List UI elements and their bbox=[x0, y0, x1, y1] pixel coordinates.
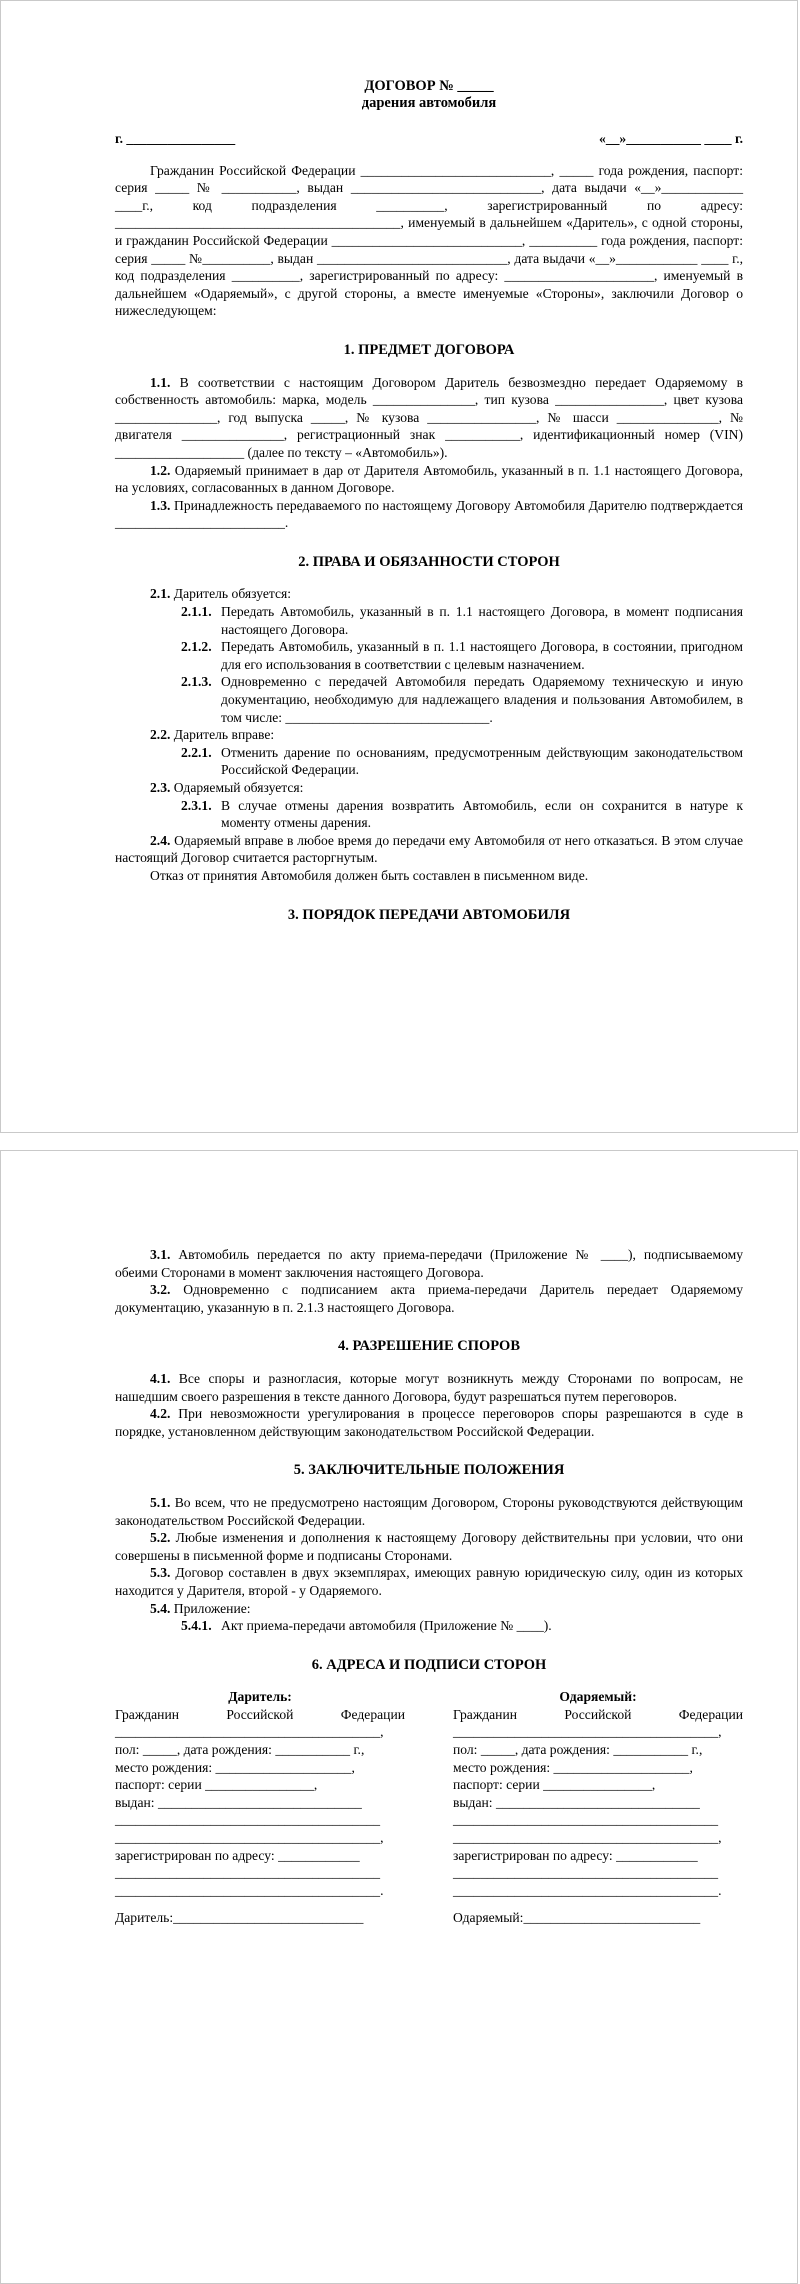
clause-number: 2.2. bbox=[150, 727, 171, 743]
donor-line: место рождения: ____________________, bbox=[115, 1759, 355, 1775]
preamble: Гражданин Российской Федерации ____________________________, _____ года рождения, паспорт: серия _____ № ___________, выдан ____________________________, дата выдачи «__»____________ ____г., код подразделения __________, зарегистрированный по адресу: __________________________________________, именуемый в дальнейшем «Даритель», с одной стороны, и гражданин Российской Федерации ____________________________, __________ года рождения, паспорт: серия _____ №__________, выдан ____________________________, дата выдачи «__»____________ ____ г., код подразделения __________, зарегистрированный по адресу: ______________________, именуемый в дальнейшем «Одаряемый», с другой стороны, а вместе именуемые «Стороны», заключили Договор о нижеследующем: bbox=[115, 162, 743, 319]
donor-citizenship: Гражданин Российской Федерации bbox=[115, 1706, 405, 1722]
clause-2-4-note: Отказ от принятия Автомобиля должен быть составлен в письменном виде. bbox=[150, 867, 589, 883]
signatures-block bbox=[115, 1688, 743, 1927]
clause-text: Передать Автомобиль, указанный в п. 1.1 настоящего Договора, в момент подписания настоящего Договора. bbox=[221, 604, 743, 637]
clause-text: Одновременно с передачей Автомобиля передать Одаряемому техническую и иную документацию, необходимую для надлежащего владения и пользования Автомобилем, в том числе: ______________________________. bbox=[221, 674, 743, 725]
donor-line: пол: _____, дата рождения: ___________ г., bbox=[115, 1742, 365, 1758]
clause-1-2 bbox=[115, 462, 743, 497]
clause-text: Все споры и разногласия, которые могут возникнуть между Сторонами по вопросам, не нашедшим своего разрешения в тексте данного Договора, будут разрешаться путем переговоров. bbox=[115, 1370, 743, 1404]
clause-2-3 bbox=[115, 779, 743, 797]
clause-5-4 bbox=[115, 1600, 743, 1618]
donor-line: выдан: ______________________________ bbox=[115, 1794, 362, 1810]
clause-text: Отменить дарение по основаниям, предусмотренным действующим законодательством Российской Федерации. bbox=[221, 744, 743, 778]
clause-5-3 bbox=[115, 1564, 743, 1599]
clause-text: Одаряемый обязуется: bbox=[173, 780, 304, 795]
clause-number: 1.3. bbox=[150, 497, 171, 513]
clause-3-1 bbox=[115, 1246, 743, 1281]
donor-line: _______________________________________. bbox=[115, 1882, 384, 1898]
clause-text: Одаряемый вправе в любое время до передачи ему Автомобиля от него отказаться. В этом случае настоящий Договор считается расторгнутым. bbox=[115, 832, 744, 866]
clause-2-2 bbox=[115, 726, 743, 744]
clause-4-1 bbox=[115, 1370, 743, 1405]
recipient-line: _______________________________________, bbox=[453, 1830, 722, 1846]
clause-text: Принадлежность передаваемого по настоящему Договору Автомобиля Дарителю подтверждается _________________________. bbox=[115, 497, 743, 531]
donor-signature: Даритель:____________________________ bbox=[115, 1910, 364, 1926]
section-5-heading: 5. ЗАКЛЮЧИТЕЛЬНЫЕ ПОЛОЖЕНИЯ bbox=[293, 1462, 565, 1479]
clause-number: 2.2.1. bbox=[181, 744, 212, 760]
clause-text: При невозможности урегулирования в процессе переговоров споры разрешаются в суде в порядке, установленном действующим законодательством Российской Федерации. bbox=[115, 1406, 744, 1439]
clause-number: 2.4. bbox=[150, 832, 171, 848]
document-subtitle: дарения автомобиля bbox=[361, 95, 497, 111]
clause-number: 5.4. bbox=[150, 1600, 171, 1616]
donor-line: зарегистрирован по адресу: ____________ bbox=[115, 1847, 360, 1863]
clause-2-1-3 bbox=[115, 673, 743, 726]
clause-text: Любые изменения и дополнения к настоящему Договору действительны при условии, что они совершены в письменной форме и подписаны Сторонами. bbox=[115, 1530, 743, 1563]
clause-4-2 bbox=[115, 1405, 743, 1440]
date-field: «__»___________ ____ г. bbox=[599, 131, 743, 146]
page-1-content bbox=[115, 78, 743, 938]
recipient-line: _______________________________________ bbox=[453, 1865, 719, 1881]
recipient-title: Одаряемый: bbox=[559, 1689, 637, 1705]
section-6-heading: 6. АДРЕСА И ПОДПИСИ СТОРОН bbox=[311, 1656, 547, 1673]
section-2-heading: 2. ПРАВА И ОБЯЗАННОСТИ СТОРОН bbox=[298, 553, 560, 570]
recipient-signature: Одаряемый:__________________________ bbox=[453, 1910, 701, 1926]
clause-number: 2.1. bbox=[150, 586, 171, 602]
clause-number: 2.3. bbox=[150, 780, 171, 795]
clause-text: Акт приема-передачи автомобиля (Приложение № ____). bbox=[221, 1618, 552, 1634]
donor-line: _______________________________________, bbox=[115, 1830, 384, 1846]
clause-number: 2.3.1. bbox=[181, 797, 212, 813]
donor-line: _______________________________________ bbox=[115, 1812, 381, 1828]
clause-5-2 bbox=[115, 1529, 743, 1564]
recipient-line: _______________________________________, bbox=[453, 1724, 722, 1740]
donor-line: паспорт: серии ________________, bbox=[115, 1777, 318, 1793]
clause-number: 2.1.2. bbox=[181, 639, 212, 655]
recipient-line: пол: _____, дата рождения: ___________ г., bbox=[453, 1742, 703, 1758]
clause-number: 5.4.1. bbox=[181, 1618, 212, 1634]
clause-number: 2.1.1. bbox=[181, 604, 212, 620]
clause-2-3-1 bbox=[115, 797, 743, 832]
clause-number: 2.1.3. bbox=[181, 674, 212, 690]
city-field: г. ________________ bbox=[115, 131, 236, 146]
recipient-line: _______________________________________ bbox=[453, 1812, 719, 1828]
clause-text: Договор составлен в двух экземплярах, имеющих равную юридическую силу, один из которых находится у Дарителя, второй - у Одаряемого. bbox=[115, 1565, 743, 1598]
clause-text: В соответствии с настоящим Договором Даритель безвозмездно передает Одаряемому в собственность автомобиль: марка, модель _______________, тип кузова ________________, цвет кузова _______________, год выпуска _____, № кузова ________________, № шасси _______________, № двигателя _______________, регистрационный знак ___________, идентификационный номер (VIN) ___________________ (далее по тексту – «Автомобиль»). bbox=[115, 374, 744, 460]
clause-1-3 bbox=[115, 497, 743, 532]
section-3-heading: 3. ПОРЯДОК ПЕРЕДАЧИ АВТОМОБИЛЯ bbox=[287, 906, 571, 923]
clause-2-1-2 bbox=[115, 638, 743, 673]
clause-2-4 bbox=[115, 832, 743, 867]
clause-text: Одновременно с подписанием акта приема-передачи Даритель передает Одаряемому документацию, указанную в п. 2.1.3 настоящего Договора. bbox=[115, 1282, 743, 1315]
clause-number: 5.2. bbox=[150, 1530, 171, 1546]
clause-text: Приложение: bbox=[173, 1600, 251, 1616]
clause-number: 3.2. bbox=[150, 1282, 171, 1298]
clause-1-1 bbox=[115, 374, 743, 462]
clause-number: 3.1. bbox=[150, 1247, 171, 1262]
clause-text: Передать Автомобиль, указанный в п. 1.1 настоящего Договора, в состоянии, пригодном для его использования в соответствии с целевым назначением. bbox=[221, 639, 743, 672]
recipient-citizenship: Гражданин Российской Федерации bbox=[453, 1706, 743, 1722]
city-date-row bbox=[115, 130, 743, 148]
clause-number: 1.1. bbox=[150, 374, 171, 390]
donor-column bbox=[115, 1688, 405, 1927]
recipient-line: выдан: ______________________________ bbox=[453, 1794, 700, 1810]
clause-number: 5.3. bbox=[150, 1565, 171, 1581]
donor-title: Даритель: bbox=[228, 1689, 292, 1705]
clause-2-2-1 bbox=[115, 744, 743, 779]
clause-2-1 bbox=[115, 585, 743, 603]
clause-text: Во всем, что не предусмотрено настоящим Договором, Стороны руководствуются действующим законодательством Российской Федерации. bbox=[115, 1494, 743, 1528]
clause-2-1-1 bbox=[115, 603, 743, 638]
page-2-content bbox=[115, 1246, 743, 1927]
clause-text: Автомобиль передается по акту приема-передачи (Приложение № ____), подписываемому обеими Сторонами в момент заключения настоящего Договора. bbox=[115, 1247, 743, 1280]
clause-number: 1.2. bbox=[150, 462, 171, 478]
clause-text: В случае отмены дарения возвратить Автомобиль, если он сохранится в натуре к моменту отмены дарения. bbox=[221, 797, 743, 831]
clause-number: 4.2. bbox=[150, 1406, 171, 1422]
recipient-line: место рождения: ____________________, bbox=[453, 1759, 693, 1775]
clause-text: Одаряемый принимает в дар от Дарителя Автомобиль, указанный в п. 1.1 настоящего Договора, на условиях, согласованных в данном Договоре. bbox=[115, 462, 743, 496]
recipient-line: паспорт: серии ________________, bbox=[453, 1777, 656, 1793]
clause-text: Даритель обязуется: bbox=[173, 586, 292, 602]
recipient-line: _______________________________________. bbox=[453, 1882, 722, 1898]
clause-5-4-1 bbox=[115, 1617, 743, 1635]
clause-number: 5.1. bbox=[150, 1494, 171, 1510]
document-title: ДОГОВОР № _____ bbox=[364, 78, 494, 94]
recipient-line: зарегистрирован по адресу: ____________ bbox=[453, 1847, 698, 1863]
section-4-heading: 4. РАЗРЕШЕНИЕ СПОРОВ bbox=[338, 1338, 520, 1355]
donor-line: _______________________________________, bbox=[115, 1724, 384, 1740]
clause-text: Даритель вправе: bbox=[173, 727, 275, 743]
clause-3-2 bbox=[115, 1281, 743, 1316]
page-gap bbox=[0, 1133, 800, 1150]
section-1-heading: 1. ПРЕДМЕТ ДОГОВОРА bbox=[343, 341, 515, 358]
recipient-column bbox=[453, 1688, 743, 1927]
clause-number: 4.1. bbox=[150, 1370, 171, 1386]
donor-line: _______________________________________ bbox=[115, 1865, 381, 1881]
clause-5-1 bbox=[115, 1494, 743, 1529]
